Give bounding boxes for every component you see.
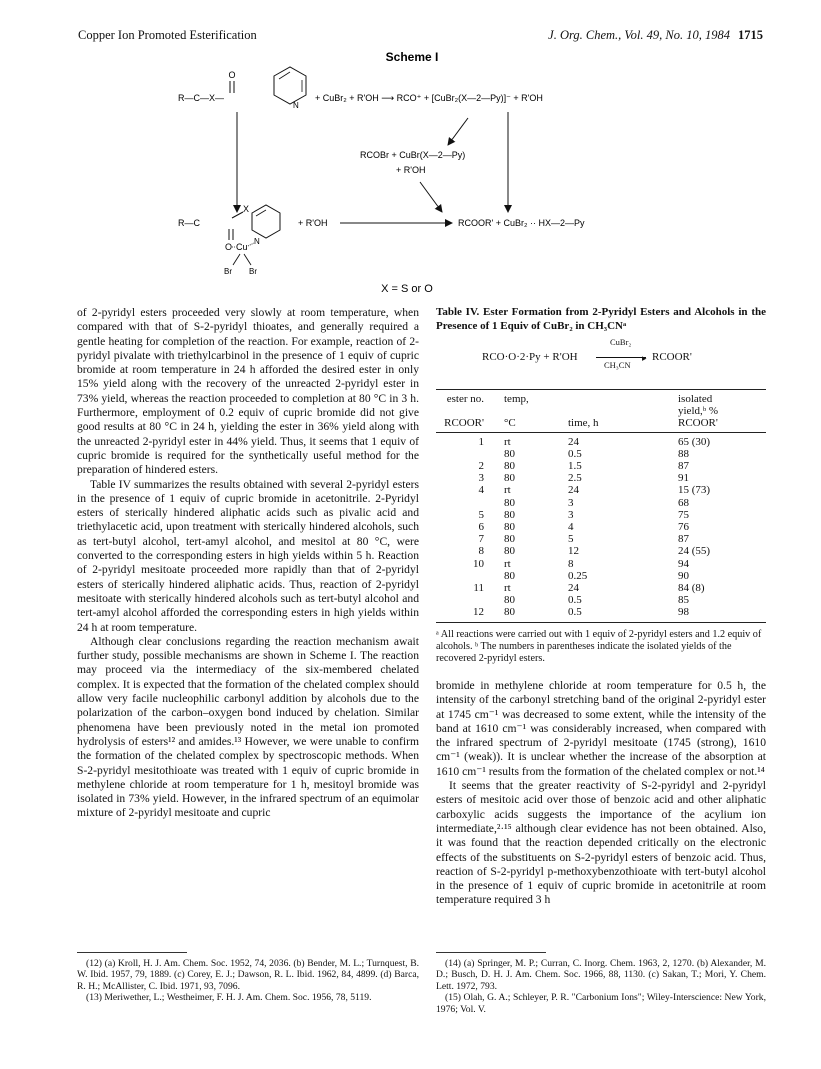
page-number: 1715 [738,28,763,42]
cell-ester-no [436,448,504,460]
col-header-temp: temp, [504,393,529,405]
table-row [436,521,766,533]
scheme-br-left: Br [224,267,232,276]
footnote-15: (15) Olah, G. A.; Schleyer, P. R. "Carbonium Ions"; Wiley-Interscience: New York, 1976; Vol. V. [436,992,766,1015]
cell-temp: 80 [504,521,515,534]
cell-yield: 91 [678,472,689,485]
cell-ester-no: 12 [473,606,484,619]
footnote-13: (13) Meriwether, L.; Westheimer, F. H. J. Am. Chem. Soc. 1956, 78, 5119. [86,992,372,1004]
cell-time: 0.5 [568,594,582,607]
equation-catalyst: CuBr₂ [610,337,632,347]
cell-temp: 80 [504,545,515,558]
scheme-row3-products: RCOOR' + CuBr₂ ·· HX—2—Py [458,218,585,228]
cell-temp: 80 [504,533,515,546]
table-row [436,570,766,582]
cell-ester-no: 7 [478,533,484,546]
equation-arrowhead: ▸ [642,353,647,363]
cell-time: 0.5 [568,606,582,619]
table-row [436,594,766,606]
cell-yield: 87 [678,533,689,546]
table-row [436,460,766,472]
cell-ester-no: 3 [478,472,484,485]
table-equation [436,333,766,375]
cell-temp: 80 [504,472,515,485]
cell-temp: 80 [504,508,515,521]
cell-yield: 24 (55) [678,545,711,558]
cell-time: 0.5 [568,447,582,460]
pyridine-ring-chelate [252,205,280,238]
paragraph: of 2-pyridyl esters proceeded very slowly at room temperature, when compared with that of S-2-pyridyl thioates, and generally required a gentle heating for completion of the reaction. For example, reaction of 2-pyridyl pivalate with triethylcarbinol in the presence of 1 equiv of cupric bromide at room temperature in 24 h afforded the desired ester in only 15% yield along with the recovery of the unreacted 2-pyridyl ester in 73% yield, whereas the reaction proceeded to completion at 80 °C in 3 h. Furthermore, employment of 0.2 equiv of cupric bromide did not give good results at 80 °C in 24 h, yielding the ester in 36% yield along with the unreacted 2-pyridyl ester in 44% yield. Thus, it seems that 1 equiv of cupric bromide is required for the synthetically useful method for the preparation of hindered esters. [77,306,419,477]
equation-arrow [596,357,646,358]
table-row [436,545,766,557]
cell-time: 24 [568,435,579,448]
cell-yield: 90 [678,569,689,582]
scheme-chelate-r: R—C [178,218,200,228]
pyridine-ring-top [274,67,306,104]
cell-yield: 84 (8) [678,582,705,595]
cell-time: 8 [568,557,574,570]
cell-time: 3 [568,496,574,509]
table-footnote: ᵃ All reactions were carried out with 1 equiv of 2-pyridyl esters and 1.2 equiv of alcohols. ᵇ The numbers in parentheses indicate the isolated yields of the recovered 2-pyridyl esters. [436,628,762,665]
table-body [436,393,766,430]
col-header-ester-no: ester no. [446,393,484,405]
footnote-rule-left [77,952,187,953]
cell-time: 5 [568,533,574,546]
cell-yield: 94 [678,557,689,570]
table-row [436,497,766,509]
cell-yield: 85 [678,594,689,607]
cell-temp: 80 [504,569,515,582]
cell-time: 3 [568,508,574,521]
table-row [436,472,766,484]
cell-yield: 88 [678,447,689,460]
paragraph: Although clear conclusions regarding the reaction mechanism await further study, possible mechanisms are shown in Scheme I. The reaction may proceed via the intermediacy of the six-membered chelated complex. It is expected that the formation of the chelated complex should allow very facile nucleophilic carbonyl addition by alcohols due to the polarization of the carbon–oxygen bond induced by chelation. Similar phenomena have been previously noted in the metal ion promoted hydrolysis of esters¹² and amides.¹³ However, we were unable to confirm the formation of the chelated complex by spectroscopic methods. When S-2-pyridyl mesitothioate was treated with 1 equiv of cupric bromide in methylene chloride at room temperature for 1 h, mesitoyl bromide was isolated in 73% yield. However, in the infrared spectrum of an equimolar mixture of 2-pyridyl mesitoate and cupric [77,634,419,820]
footnotes-right [436,958,766,1015]
table-row [436,558,766,570]
cell-time: 0.25 [568,569,588,582]
scheme-br-right: Br [249,267,257,276]
cell-time: 24 [568,484,579,497]
scheme-acyl-chain: R—C—X— [178,93,225,103]
cell-ester-no [436,594,504,606]
footnote-14: (14) (a) Springer, M. P.; Curran, C. Inorg. Chem. 1963, 2, 1270. (b) Alexander, M. D.; Busch, D. H. J. Am. Chem. Soc. 1966, 88, 1130. (c) Sakan, T.; Mori, Y. Chem. Lett. 1972, 793. [436,958,766,992]
table-data [436,436,766,619]
table-row [436,509,766,521]
cell-ester-no: 11 [473,582,484,595]
cell-yield: 65 (30) [678,435,711,448]
col-header-time: time, h [568,417,599,430]
cell-temp: 80 [504,606,515,619]
cell-temp: rt [504,557,511,570]
cell-ester-no [436,570,504,582]
footnote-12: (12) (a) Kroll, H. J. Am. Chem. Soc. 1952, 74, 2036. (b) Bender, M. L.; Turnquest, B. W. Ibid. 1957, 79, 1889. (c) Corey, E. J.; Dawson, R. L. Ibid. 1962, 84, 4899. (d) Barca, R. H.; McAllister, C. Ibid. 1971, 93, 7096. [77,958,419,992]
cell-ester-no: 8 [478,545,484,558]
cell-ester-no: 1 [478,435,484,448]
pyridine-n-top: N [293,101,299,110]
cell-temp: 80 [504,460,515,473]
cell-yield: 68 [678,496,689,509]
cell-temp: 80 [504,594,515,607]
cell-temp: rt [504,484,511,497]
right-column [436,679,766,908]
cell-temp: 80 [504,447,515,460]
cell-time: 24 [568,582,579,595]
col-header-rcoor-yield: RCOOR' [678,417,718,430]
table-caption: Table IV. Ester Formation from 2-Pyridyl Esters and Alcohols in the Presence of 1 Equiv of CuBr₂ in CH₃CNᵃ [436,306,766,332]
cell-temp: 80 [504,496,515,509]
cell-ester-no [436,497,504,509]
cell-time: 2.5 [568,472,582,485]
scheme-chelate-o: O [225,242,233,252]
table-row [436,448,766,460]
paragraph: Table IV summarizes the results obtained with several 2-pyridyl esters in the presence of 1 equiv of cupric bromide in acetonitrile. 2-Pyridyl esters of sterically hindered aliphatic acids such as pivalic acid and triethylacetic acid, upon treatment with sterically hindered alcohols, such as tert-butyl alcohol, tert-amyl alcohol, and mesitol at 80 °C, were converted to the corresponding esters in high yields within 5 h. Reaction of 2-pyridyl mesitoate proceeded more rapidly than that of 2-pyridyl esters of sterically hindered aliphatic acids. Thus, reaction of 2-pyridyl mesitoate with sterically hindered alcohols such as tert-butyl alcohol and tert-amyl alcohol afforded the corresponding esters in high yields within 24 h at room temperature. [77,477,419,634]
cell-yield: 98 [678,606,689,619]
equation-lhs: RCO·O·2·Py + R'OH [482,351,578,363]
pyridine-n-chelate: N [254,237,260,246]
cell-ester-no: 4 [478,484,484,497]
cell-ester-no: 10 [473,557,484,570]
table-row [436,484,766,496]
scheme-row1-equation: + CuBr₂ + R'OH ⟶ RCO⁺ + [CuBr₂(X—2—Py)]⁻ + R'OH [315,93,543,103]
cell-ester-no: 5 [478,508,484,521]
cell-temp: rt [504,582,511,595]
cell-yield: 76 [678,521,689,534]
table-row [436,533,766,545]
cell-time: 1.5 [568,460,582,473]
scheme-carbonyl-o: O [228,70,236,80]
cell-time: 4 [568,521,574,534]
col-header-isolated: isolated [678,393,713,405]
cell-yield: 87 [678,460,689,473]
cell-yield: 15 (73) [678,484,711,497]
paragraph: bromide in methylene chloride at room temperature for 0.5 h, the intensity of the carbonyl stretching band of the original 2-pyridyl ester at 1745 cm⁻¹ was decreased to some extent, while the intensity of the band at 1610 cm⁻¹ was considerably increased, when compared with the infrared spectrum of 2-pyridyl mesitoate (1745 (strong), 1610 cm⁻¹ (weak)). It is unclear whether the increase of the absorption at 1610 cm⁻¹ results from the formation of the chelated complex or not.¹⁴ [436,679,766,778]
scheme-mid-line2: + R'OH [396,165,426,175]
table-row [436,606,766,618]
table-row [436,582,766,594]
scheme-chelate-x: X [243,204,250,214]
cell-temp: rt [504,435,511,448]
scheme-title: Scheme I [385,50,439,64]
col-header-temp-unit: °C [504,417,516,430]
table-iv [436,306,766,666]
scheme-caption-x: X = S or O [381,283,433,295]
journal-citation: J. Org. Chem., Vol. 49, No. 10, 1984 [548,28,730,42]
table-row [436,436,766,448]
cell-time: 12 [568,545,579,558]
cell-ester-no: 6 [478,521,484,534]
left-column [77,306,419,821]
paragraph: It seems that the greater reactivity of S-2-pyridyl and 2-pyridyl esters of mesitoic acid over those of benzoic acid and other aliphatic carboxylic acids suggests the importance of the acylium ion intermediate,²·¹⁵ although clear evidence has not been obtained. Also, it was found that the reaction depended critically on the electronic effects of the substituents on S-2-pyridyl esters of benzoic acid. Thus, reaction of S-2-pyridyl p-methoxybenzothioate with tert-butyl alcohol in the presence of 1 equiv of cupric bromide in acetonitrile at room temperature required 3 h [436,779,766,907]
col-header-yield: yield,ᵇ % [678,405,719,418]
scheme-row3-plus: + R'OH [298,218,328,228]
col-header-rcoor: RCOOR' [444,417,484,430]
scheme-mid-line1: RCOBr + CuBr(X—2—Py) [360,150,466,160]
scheme-chelate-cu: Cu [236,242,248,252]
cell-yield: 75 [678,508,689,521]
footnote-rule-right [436,952,546,953]
equation-rhs: RCOOR' [652,351,692,363]
running-head-title: Copper Ion Promoted Esterification [78,28,257,42]
footnotes-left [77,958,419,1004]
equation-solvent: CH₃CN [604,360,631,370]
scheme-diagram [0,0,821,300]
cell-ester-no: 2 [478,460,484,473]
